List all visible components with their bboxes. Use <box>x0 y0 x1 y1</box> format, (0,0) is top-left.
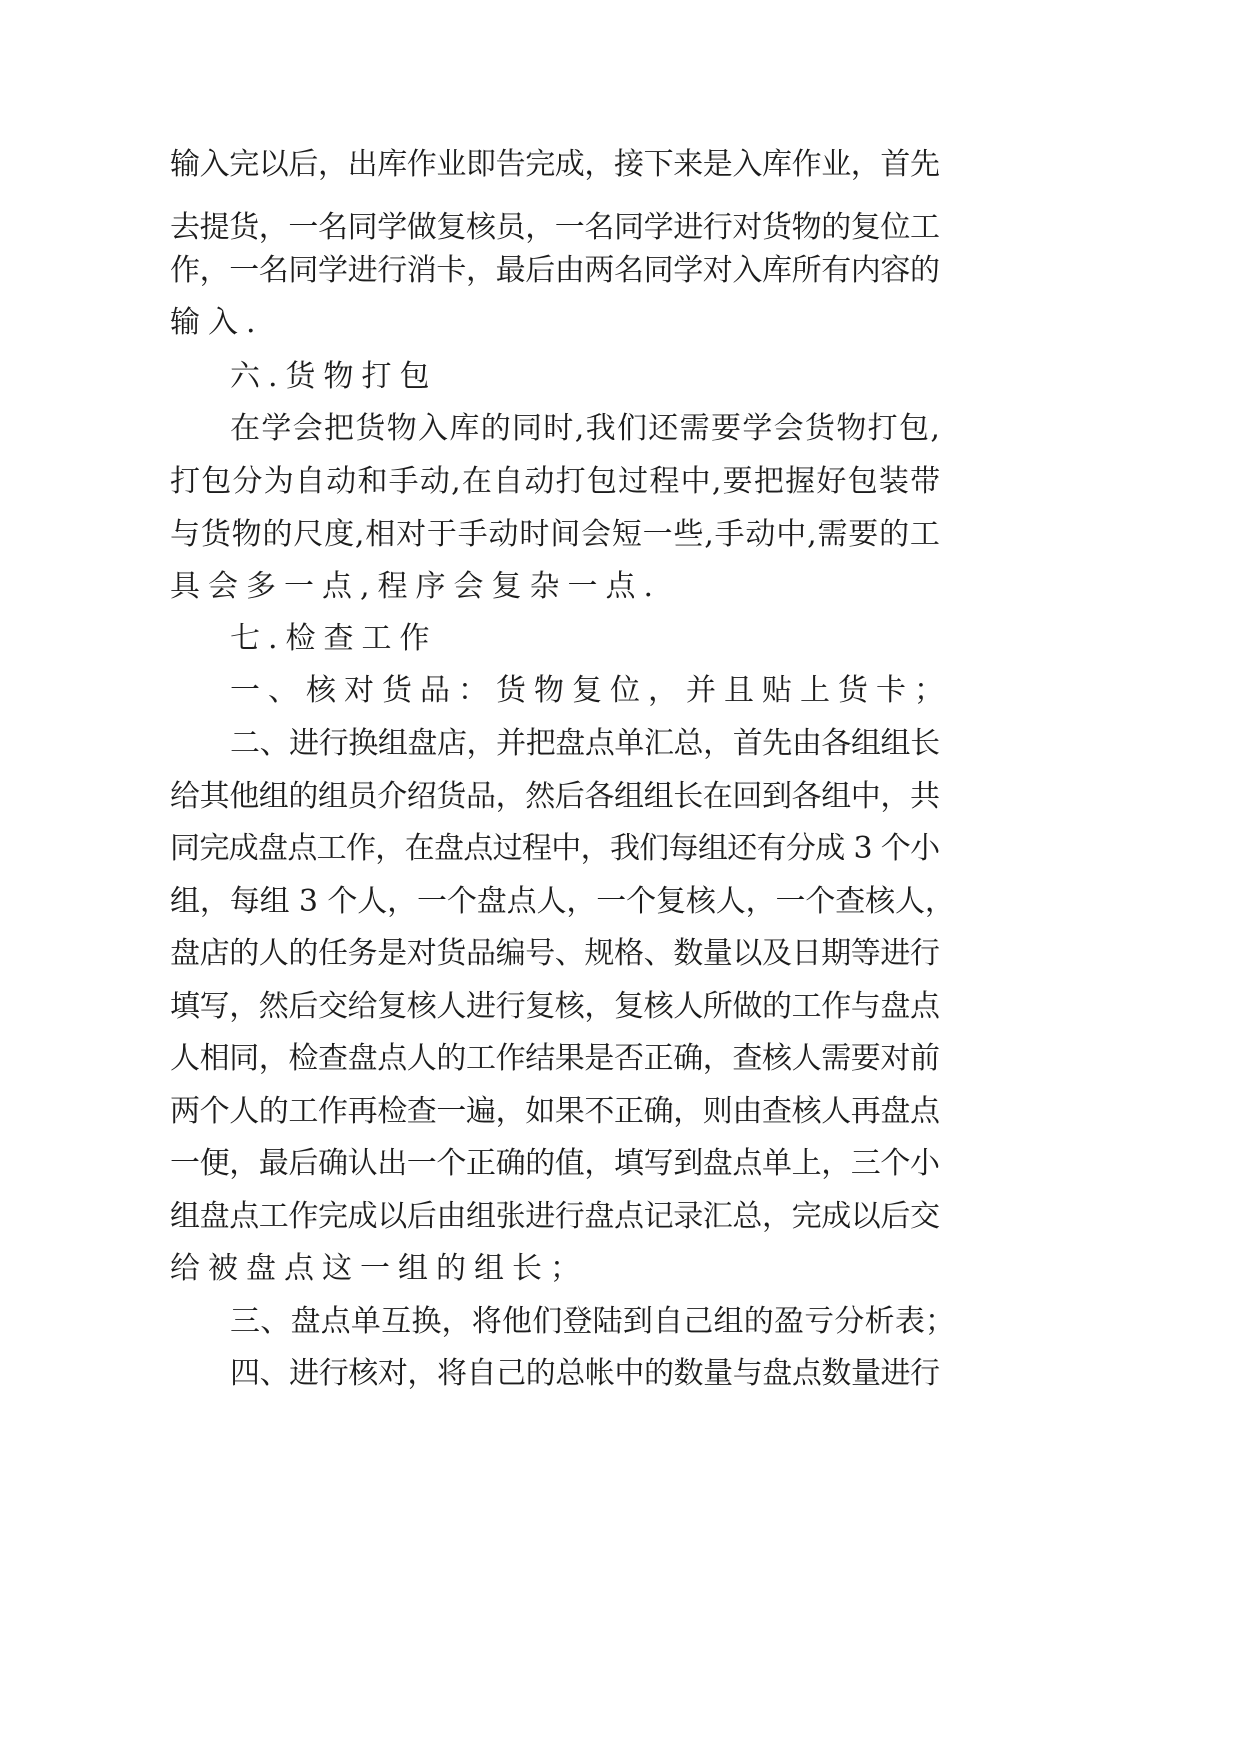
line-text: 四、进行核对，将自己的总帐中的数量与盘点数量进行 <box>230 1356 940 1391</box>
line-text: 打包分为自动和手动,在自动打包过程中,要把握好包装带 <box>170 464 942 499</box>
line-text: 人相同，检查盘点人的工作结果是否正确，查核人需要对前 <box>170 1041 940 1076</box>
line-text: 输入完以后，出库作业即告完成，接下来是入库作业，首先 <box>170 147 940 182</box>
text-line <box>0 924 1241 984</box>
text-line <box>0 767 1241 827</box>
line-text: 盘店的人的任务是对货品编号、规格、数量以及日期等进行 <box>170 936 940 971</box>
text-line <box>0 1134 1241 1194</box>
line-text: 填写，然后交给复核人进行复核，复核人所做的工作与盘点 <box>170 989 940 1024</box>
text-line <box>0 135 1241 195</box>
text-line <box>0 1082 1241 1142</box>
line-text: 去提货，一名同学做复核员，一名同学进行对货物的复位工 <box>170 210 940 245</box>
text-line <box>0 819 1241 879</box>
line-text: 三、盘点单互换，将他们登陆到自己组的盈亏分析表； <box>230 1304 956 1339</box>
line-text: 一便，最后确认出一个正确的值，填写到盘点单上，三个小 <box>170 1146 940 1181</box>
text-line <box>0 1344 1241 1404</box>
text-line <box>0 714 1241 774</box>
line-text: 给其他组的组员介绍货品，然后各组组长在回到各组中，共 <box>170 779 940 814</box>
text-line <box>0 661 1241 721</box>
line-text: 同完成盘点工作，在盘点过程中，我们每组还有分成 3 个小 <box>170 831 940 866</box>
line-text: 具会多一点,程序会复杂一点. <box>170 569 662 604</box>
line-text: 在学会把货物入库的同时,我们还需要学会货物打包, <box>230 411 942 446</box>
text-line <box>0 557 1241 617</box>
text-line <box>0 293 1241 353</box>
section-heading <box>0 347 1241 407</box>
text-line <box>0 399 1241 459</box>
text-line <box>0 1239 1241 1299</box>
line-text: 两个人的工作再检查一遍，如果不正确，则由查核人再盘点 <box>170 1094 940 1129</box>
heading-text: 七.检查工作 <box>230 621 438 656</box>
line-text: 二、进行换组盘店，并把盘点单汇总，首先由各组组长 <box>230 726 940 761</box>
heading-text: 六.货物打包 <box>230 359 438 394</box>
line-text: 给被盘点这一组的组长； <box>170 1251 588 1286</box>
text-line <box>0 872 1241 932</box>
text-line <box>0 1187 1241 1247</box>
text-line <box>0 977 1241 1037</box>
line-text: 组，每组 3 个人，一个盘点人，一个复核人，一个查核人， <box>170 884 955 919</box>
text-line <box>0 241 1241 301</box>
section-heading <box>0 609 1241 669</box>
line-text: 作，一名同学进行消卡，最后由两名同学对入库所有内容的 <box>170 253 940 288</box>
text-line <box>0 1292 1241 1352</box>
line-text: 组盘点工作完成以后由组张进行盘点记录汇总，完成以后交 <box>170 1199 940 1234</box>
line-text: 与货物的尺度,相对于手动时间会短一些,手动中,需要的工 <box>170 517 941 552</box>
text-line <box>0 505 1241 565</box>
text-line <box>0 1029 1241 1089</box>
line-text: 一、核对货品：货物复位，并且贴上货卡； <box>230 673 952 708</box>
line-text: 输入. <box>170 305 264 340</box>
text-line <box>0 452 1241 512</box>
